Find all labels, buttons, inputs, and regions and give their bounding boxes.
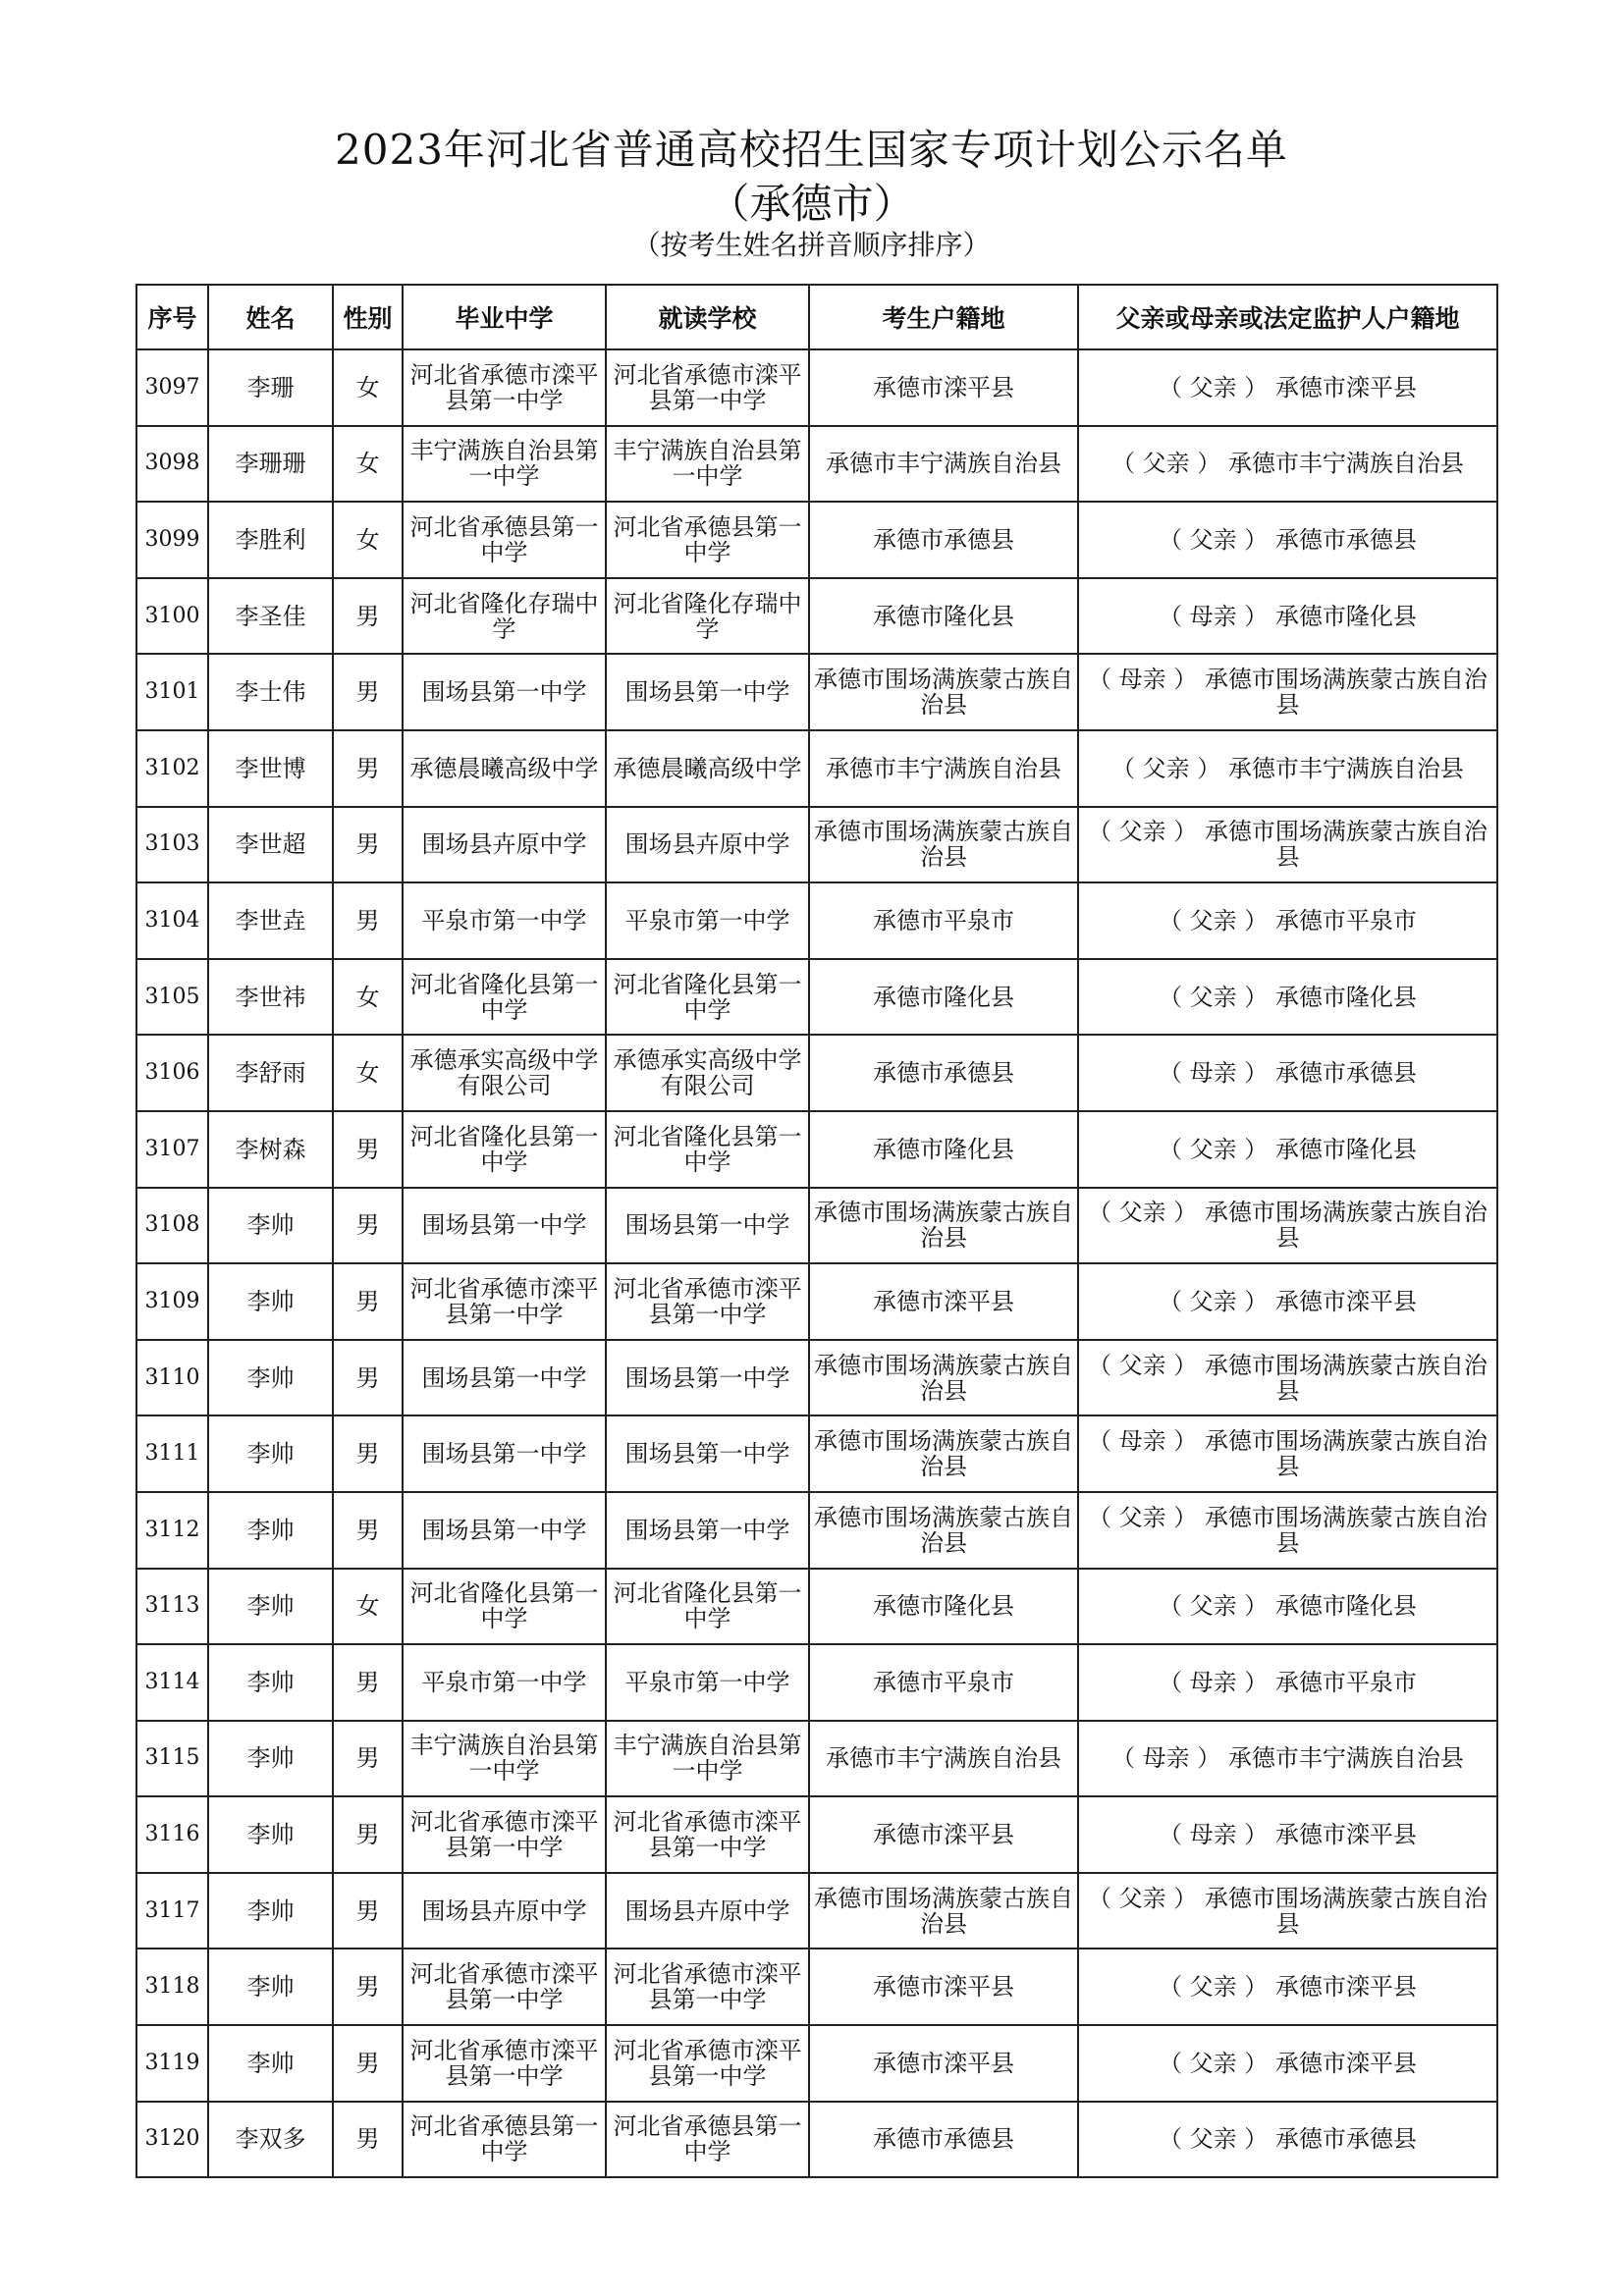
cell-current-school: 围场县卉原中学 [606,1873,809,1949]
table-row [136,1340,1497,1416]
cell-serial-number: 3109 [136,1263,208,1340]
cell-current-school: 围场县第一中学 [606,654,809,730]
cell-graduated-school: 河北省隆化县第一中学 [403,959,606,1036]
cell-guardian-residence: （ 母亲 ） 承德市平泉市 [1078,1644,1497,1721]
table-row [136,1263,1497,1340]
cell-guardian-residence: （ 父亲 ） 承德市丰宁满族自治县 [1078,730,1497,807]
cell-current-school: 平泉市第一中学 [606,1644,809,1721]
cell-serial-number: 3099 [136,502,208,578]
cell-serial-number: 3101 [136,654,208,730]
cell-gender: 男 [333,730,403,807]
cell-serial-number: 3116 [136,1796,208,1873]
cell-name: 李圣佳 [208,578,333,655]
table-row [136,349,1497,426]
cell-student-residence: 承德市隆化县 [809,959,1078,1036]
cell-current-school: 河北省承德县第一中学 [606,502,809,578]
roster-body [136,349,1497,2177]
cell-gender: 男 [333,654,403,730]
cell-serial-number: 3103 [136,807,208,883]
cell-name: 李帅 [208,1721,333,1797]
cell-name: 李帅 [208,1492,333,1569]
cell-student-residence: 承德市丰宁满族自治县 [809,1721,1078,1797]
cell-graduated-school: 平泉市第一中学 [403,882,606,959]
cell-student-residence: 承德市围场满族蒙古族自治县 [809,1415,1078,1492]
cell-current-school: 河北省承德市滦平县第一中学 [606,1949,809,2025]
cell-student-residence: 承德市承德县 [809,2102,1078,2178]
cell-student-residence: 承德市滦平县 [809,1263,1078,1340]
cell-guardian-residence: （ 父亲 ） 承德市承德县 [1078,502,1497,578]
cell-graduated-school: 承德承实高级中学有限公司 [403,1035,606,1111]
table-row [136,1492,1497,1569]
cell-guardian-residence: （ 父亲 ） 承德市围场满族蒙古族自治县 [1078,1340,1497,1416]
cell-current-school: 平泉市第一中学 [606,882,809,959]
cell-gender: 男 [333,1111,403,1188]
roster-table [135,284,1498,2178]
cell-current-school: 围场县第一中学 [606,1188,809,1264]
cell-gender: 男 [333,882,403,959]
cell-guardian-residence: （ 父亲 ） 承德市滦平县 [1078,1263,1497,1340]
cell-student-residence: 承德市滦平县 [809,349,1078,426]
cell-gender: 男 [333,1644,403,1721]
cell-graduated-school: 河北省承德市滦平县第一中学 [403,2025,606,2102]
cell-serial-number: 3112 [136,1492,208,1569]
cell-graduated-school: 承德晨曦高级中学 [403,730,606,807]
cell-serial-number: 3106 [136,1035,208,1111]
table-row [136,426,1497,503]
cell-serial-number: 3107 [136,1111,208,1188]
cell-student-residence: 承德市围场满族蒙古族自治县 [809,1188,1078,1264]
cell-guardian-residence: （ 母亲 ） 承德市围场满族蒙古族自治县 [1078,654,1497,730]
table-row [136,730,1497,807]
cell-guardian-residence: （ 母亲 ） 承德市丰宁满族自治县 [1078,1721,1497,1797]
cell-name: 李世祎 [208,959,333,1036]
table-row [136,1721,1497,1797]
cell-student-residence: 承德市承德县 [809,502,1078,578]
cell-name: 李珊珊 [208,426,333,503]
table-row [136,1796,1497,1873]
cell-name: 李帅 [208,1188,333,1264]
cell-student-residence: 承德市滦平县 [809,1949,1078,2025]
cell-current-school: 承德承实高级中学有限公司 [606,1035,809,1111]
cell-guardian-residence: （ 父亲 ） 承德市围场满族蒙古族自治县 [1078,1873,1497,1949]
cell-gender: 男 [333,1796,403,1873]
table-row [136,1111,1497,1188]
cell-guardian-residence: （ 父亲 ） 承德市平泉市 [1078,882,1497,959]
cell-guardian-residence: （ 父亲 ） 承德市隆化县 [1078,959,1497,1036]
header-guardian-residence: 父亲或母亲或法定监护人户籍地 [1078,285,1497,349]
cell-serial-number: 3111 [136,1415,208,1492]
cell-student-residence: 承德市丰宁满族自治县 [809,730,1078,807]
cell-gender: 女 [333,349,403,426]
cell-name: 李世超 [208,807,333,883]
table-row [136,578,1497,655]
cell-current-school: 围场县第一中学 [606,1415,809,1492]
cell-name: 李帅 [208,1569,333,1645]
page-title: 2023年河北省普通高校招生国家专项计划公示名单 [335,126,1288,174]
table-row [136,502,1497,578]
table-row [136,654,1497,730]
cell-name: 李树森 [208,1111,333,1188]
cell-guardian-residence: （ 母亲 ） 承德市隆化县 [1078,578,1497,655]
cell-name: 李双多 [208,2102,333,2178]
header-serial-number: 序号 [136,285,208,349]
cell-current-school: 河北省承德市滦平县第一中学 [606,1796,809,1873]
cell-gender: 男 [333,1873,403,1949]
cell-current-school: 丰宁满族自治县第一中学 [606,1721,809,1797]
cell-gender: 男 [333,578,403,655]
cell-name: 李帅 [208,1415,333,1492]
cell-gender: 男 [333,1263,403,1340]
cell-student-residence: 承德市围场满族蒙古族自治县 [809,807,1078,883]
table-row [136,882,1497,959]
cell-serial-number: 3114 [136,1644,208,1721]
cell-serial-number: 3097 [136,349,208,426]
cell-guardian-residence: （ 父亲 ） 承德市围场满族蒙古族自治县 [1078,1188,1497,1264]
cell-name: 李帅 [208,1340,333,1416]
cell-name: 李帅 [208,2025,333,2102]
cell-current-school: 河北省承德市滦平县第一中学 [606,349,809,426]
cell-student-residence: 承德市隆化县 [809,1111,1078,1188]
table-row [136,1188,1497,1264]
cell-gender: 男 [333,1415,403,1492]
cell-current-school: 围场县卉原中学 [606,807,809,883]
page-subtitle: （承德市） [708,180,915,228]
cell-student-residence: 承德市隆化县 [809,1569,1078,1645]
cell-serial-number: 3100 [136,578,208,655]
cell-gender: 男 [333,2102,403,2178]
cell-guardian-residence: （ 母亲 ） 承德市围场满族蒙古族自治县 [1078,1415,1497,1492]
cell-guardian-residence: （ 父亲 ） 承德市承德县 [1078,2102,1497,2178]
cell-current-school: 丰宁满族自治县第一中学 [606,426,809,503]
cell-student-residence: 承德市承德县 [809,1035,1078,1111]
table-row [136,1949,1497,2025]
cell-graduated-school: 河北省承德县第一中学 [403,502,606,578]
cell-current-school: 河北省承德县第一中学 [606,2102,809,2178]
table-row [136,1873,1497,1949]
cell-graduated-school: 围场县卉原中学 [403,807,606,883]
cell-graduated-school: 河北省承德市滦平县第一中学 [403,349,606,426]
cell-guardian-residence: （ 母亲 ） 承德市承德县 [1078,1035,1497,1111]
cell-name: 李舒雨 [208,1035,333,1111]
cell-student-residence: 承德市围场满族蒙古族自治县 [809,654,1078,730]
sort-note: （按考生姓名拼音顺序排序） [632,229,991,261]
cell-current-school: 围场县第一中学 [606,1492,809,1569]
cell-name: 李帅 [208,1873,333,1949]
cell-name: 李珊 [208,349,333,426]
cell-student-residence: 承德市围场满族蒙古族自治县 [809,1340,1078,1416]
cell-student-residence: 承德市滦平县 [809,1796,1078,1873]
table-row [136,1035,1497,1111]
cell-graduated-school: 围场县第一中学 [403,654,606,730]
header-current-school: 就读学校 [606,285,809,349]
cell-guardian-residence: （ 父亲 ） 承德市隆化县 [1078,1569,1497,1645]
cell-name: 李胜利 [208,502,333,578]
cell-guardian-residence: （ 父亲 ） 承德市滦平县 [1078,349,1497,426]
cell-graduated-school: 平泉市第一中学 [403,1644,606,1721]
cell-name: 李世博 [208,730,333,807]
table-row [136,807,1497,883]
cell-serial-number: 3115 [136,1721,208,1797]
cell-guardian-residence: （ 父亲 ） 承德市滦平县 [1078,1949,1497,2025]
cell-gender: 男 [333,1949,403,2025]
cell-graduated-school: 河北省隆化县第一中学 [403,1569,606,1645]
cell-current-school: 围场县第一中学 [606,1340,809,1416]
cell-serial-number: 3105 [136,959,208,1036]
cell-graduated-school: 围场县第一中学 [403,1415,606,1492]
header-gender: 性别 [333,285,403,349]
cell-graduated-school: 围场县第一中学 [403,1340,606,1416]
cell-student-residence: 承德市围场满族蒙古族自治县 [809,1873,1078,1949]
cell-serial-number: 3118 [136,1949,208,2025]
table-row [136,2025,1497,2102]
cell-graduated-school: 围场县第一中学 [403,1492,606,1569]
cell-guardian-residence: （ 父亲 ） 承德市丰宁满族自治县 [1078,426,1497,503]
cell-guardian-residence: （ 父亲 ） 承德市滦平县 [1078,2025,1497,2102]
cell-name: 李帅 [208,1644,333,1721]
cell-gender: 男 [333,1492,403,1569]
cell-graduated-school: 河北省隆化县第一中学 [403,1111,606,1188]
cell-current-school: 河北省隆化县第一中学 [606,1569,809,1645]
cell-current-school: 河北省承德市滦平县第一中学 [606,1263,809,1340]
cell-student-residence: 承德市围场满族蒙古族自治县 [809,1492,1078,1569]
cell-name: 李世垚 [208,882,333,959]
cell-serial-number: 3102 [136,730,208,807]
cell-name: 李帅 [208,1263,333,1340]
cell-guardian-residence: （ 母亲 ） 承德市滦平县 [1078,1796,1497,1873]
cell-student-residence: 承德市隆化县 [809,578,1078,655]
cell-serial-number: 3104 [136,882,208,959]
cell-gender: 女 [333,426,403,503]
header-graduated-school: 毕业中学 [403,285,606,349]
cell-student-residence: 承德市丰宁满族自治县 [809,426,1078,503]
table-row [136,1415,1497,1492]
cell-name: 李士伟 [208,654,333,730]
cell-name: 李帅 [208,1949,333,2025]
cell-gender: 女 [333,1569,403,1645]
cell-guardian-residence: （ 父亲 ） 承德市围场满族蒙古族自治县 [1078,1492,1497,1569]
cell-name: 李帅 [208,1796,333,1873]
table-row [136,1644,1497,1721]
cell-gender: 女 [333,1035,403,1111]
cell-gender: 男 [333,1340,403,1416]
cell-student-residence: 承德市平泉市 [809,1644,1078,1721]
cell-current-school: 承德晨曦高级中学 [606,730,809,807]
cell-current-school: 河北省隆化存瑞中学 [606,578,809,655]
cell-graduated-school: 丰宁满族自治县第一中学 [403,1721,606,1797]
cell-guardian-residence: （ 父亲 ） 承德市隆化县 [1078,1111,1497,1188]
cell-gender: 男 [333,807,403,883]
cell-graduated-school: 丰宁满族自治县第一中学 [403,426,606,503]
cell-serial-number: 3108 [136,1188,208,1264]
table-row [136,2102,1497,2178]
cell-gender: 男 [333,1721,403,1797]
cell-current-school: 河北省隆化县第一中学 [606,959,809,1036]
cell-current-school: 河北省隆化县第一中学 [606,1111,809,1188]
cell-graduated-school: 围场县卉原中学 [403,1873,606,1949]
table-header-row [136,285,1497,349]
cell-student-residence: 承德市滦平县 [809,2025,1078,2102]
cell-graduated-school: 河北省承德市滦平县第一中学 [403,1263,606,1340]
cell-graduated-school: 河北省承德市滦平县第一中学 [403,1796,606,1873]
cell-current-school: 河北省承德市滦平县第一中学 [606,2025,809,2102]
table-row [136,1569,1497,1645]
cell-serial-number: 3120 [136,2102,208,2178]
cell-serial-number: 3113 [136,1569,208,1645]
cell-gender: 女 [333,502,403,578]
header-name: 姓名 [208,285,333,349]
cell-guardian-residence: （ 父亲 ） 承德市围场满族蒙古族自治县 [1078,807,1497,883]
cell-student-residence: 承德市平泉市 [809,882,1078,959]
cell-gender: 女 [333,959,403,1036]
cell-serial-number: 3119 [136,2025,208,2102]
cell-graduated-school: 河北省承德县第一中学 [403,2102,606,2178]
cell-gender: 男 [333,1188,403,1264]
cell-graduated-school: 河北省隆化存瑞中学 [403,578,606,655]
cell-serial-number: 3117 [136,1873,208,1949]
header-student-residence: 考生户籍地 [809,285,1078,349]
cell-gender: 男 [333,2025,403,2102]
table-row [136,959,1497,1036]
cell-graduated-school: 河北省承德市滦平县第一中学 [403,1949,606,2025]
cell-serial-number: 3110 [136,1340,208,1416]
cell-graduated-school: 围场县第一中学 [403,1188,606,1264]
cell-serial-number: 3098 [136,426,208,503]
